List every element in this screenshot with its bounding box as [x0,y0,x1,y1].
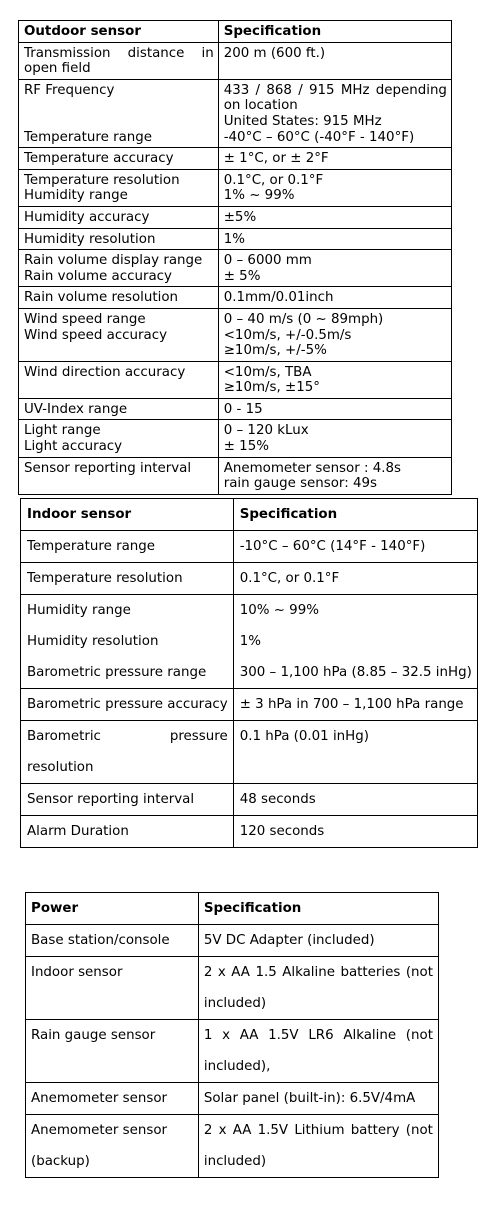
specification-justified-line [204,1020,433,1051]
specification-justified-line [204,957,433,988]
specification-cell [218,228,451,250]
table-row [21,689,478,721]
specification-line: 0 – 120 kLux [223,423,309,439]
specification-line: rain gauge sensor: 49s [223,476,377,492]
parameter-line: Base station/console [31,933,170,948]
table-row [21,563,478,595]
parameter-line: Humidity range [27,603,131,618]
specification-word: x [217,965,226,980]
specification-line: ± 3 hPa in 700 – 1,100 hPa range [239,697,464,712]
specification-word: AA [239,1028,259,1043]
specification-cell [218,398,451,420]
table-row [26,1083,439,1115]
specification-line: Solar panel (built-in): 6.5V/4mA [203,1091,416,1106]
table-row [21,595,478,689]
parameter-line: Rain gauge sensor [31,1028,156,1043]
table-row [26,957,439,1020]
column-header-item: Power [26,893,199,925]
parameter-line: Indoor sensor [31,965,123,980]
specification-cell [233,689,477,721]
table-row [19,228,452,250]
parameter-line: Rain volume display range [24,253,203,269]
specification-word: x [222,1028,231,1043]
specification-line: on location [223,98,298,114]
parameter-line: Humidity range [24,188,128,204]
specification-cell [233,721,477,784]
specification-word: 1.5V [257,1123,289,1138]
table-row [21,531,478,563]
table-row [19,206,452,228]
parameter-line: Barometric pressure range [27,665,207,680]
parameter-cell [21,531,234,563]
specification-word: batteries [340,965,401,980]
specification-line: United States: 915 MHz [223,113,382,129]
table-header-row [26,893,439,925]
specification-cell [198,1115,438,1178]
power-table [25,892,439,1178]
column-header-specification: Specification [198,893,438,925]
parameter-line: Alarm Duration [27,824,129,839]
specification-line: 0 - 15 [223,401,263,417]
parameter-cell [26,1115,199,1178]
parameter-cell [19,420,219,457]
parameter-cell [19,250,219,287]
specification-word: battery [350,1123,400,1138]
specification-justified-line [224,83,447,99]
table-row [19,420,452,457]
specification-word: x [218,1123,227,1138]
specification-cell [218,169,451,206]
specification-cell [198,1020,438,1083]
parameter-line: Temperature accuracy [24,151,174,167]
table-row [19,79,452,147]
parameter-line: Temperature range [24,129,153,145]
parameter-line [24,380,214,396]
parameter-line: Humidity resolution [27,634,159,649]
specification-word: 868 [266,82,292,98]
specification-line: ±5% [223,209,257,225]
table-row [19,361,452,398]
table-row [19,398,452,420]
parameter-line: (backup) [31,1154,90,1169]
specification-justified-line [204,1115,433,1146]
table-row [19,42,452,79]
specification-line: 10% ~ 99% [239,603,319,618]
column-header-specification: Specification [218,21,451,43]
parameter-cell [19,206,219,228]
specification-line: ± 1°C, or ± 2°F [223,151,329,167]
parameter-line: open field [24,61,91,77]
specification-cell [233,531,477,563]
specification-line: 48 seconds [239,792,316,807]
specification-word: (not [405,965,433,980]
table-row [26,1115,439,1178]
parameter-cell [21,595,234,689]
parameter-line [24,343,214,359]
table-row [19,308,452,361]
specification-cell [218,42,451,79]
specification-word: (not [405,1028,433,1043]
specification-cell [218,206,451,228]
parameter-line: UV-Index range [24,401,128,417]
parameter-cell [26,957,199,1020]
specification-line: -40°C – 60°C (-40°F - 140°F) [223,129,415,145]
table-header-row [19,21,452,43]
parameter-cell [19,42,219,79]
parameter-line: Anemometer sensor [31,1123,168,1138]
parameter-cell [19,287,219,309]
parameter-line [24,114,214,130]
specification-line: ± 5% [223,268,261,284]
specification-cell [218,457,451,494]
specification-word: AA [231,965,250,980]
specification-line: 1% [223,231,245,247]
specification-cell [218,420,451,457]
parameter-cell [19,148,219,170]
specification-line: 5V DC Adapter (included) [203,933,375,948]
specification-word: LR6 [308,1028,334,1043]
parameter-line: Light range [24,423,101,439]
parameter-line: Wind speed range [24,311,146,327]
specification-cell [218,308,451,361]
parameter-line: Temperature range [27,539,156,554]
specification-line: ± 15% [223,439,269,455]
specification-line: 0 – 6000 mm [223,253,312,269]
specification-word: Alkaline [282,965,335,980]
specification-cell [218,361,451,398]
specification-cell [218,250,451,287]
specification-cell [198,1083,438,1115]
specification-cell [218,79,451,147]
specification-cell [233,595,477,689]
specification-line: included) [203,1154,267,1169]
parameter-word: Transmission [24,45,111,61]
parameter-line [24,98,214,114]
specification-word: / [298,82,303,98]
parameter-cell [19,79,219,147]
specification-cell [233,784,477,816]
parameter-word: in [201,45,214,61]
specification-line: 200 m (600 ft.) [223,45,326,61]
specification-line: <10m/s, +/-0.5m/s [223,327,352,343]
specification-line: 300 – 1,100 hPa (8.85 – 32.5 inHg) [239,665,472,680]
indoor-sensor-table [20,498,478,848]
specification-line: ≥10m/s, ±15° [223,380,320,396]
specification-word: 1 [203,1028,213,1043]
parameter-cell [19,398,219,420]
specification-word: 2 [203,1123,213,1138]
table-row [26,1020,439,1083]
parameter-cell [21,563,234,595]
parameter-word: pressure [169,729,228,744]
column-header-item: Outdoor sensor [19,21,219,43]
parameter-line: Rain volume resolution [24,290,179,306]
parameter-cell [21,721,234,784]
parameter-line: Humidity accuracy [24,209,150,225]
specification-cell [218,287,451,309]
specification-cell [198,925,438,957]
parameter-cell [21,784,234,816]
specification-cell [233,816,477,848]
parameter-cell [19,169,219,206]
table-row [21,784,478,816]
table-row [19,457,452,494]
table-row [19,169,452,206]
parameter-line: Light accuracy [24,439,123,455]
specification-line: -10°C – 60°C (14°F - 140°F) [239,539,426,554]
parameter-line: Anemometer sensor [31,1091,168,1106]
specification-line: 120 seconds [239,824,325,839]
parameter-cell [19,228,219,250]
parameter-cell [19,361,219,398]
table-row [19,250,452,287]
table-row [21,721,478,784]
parameter-word: Barometric [27,729,101,744]
specification-cell [218,148,451,170]
specification-word: / [255,82,261,98]
parameter-cell [26,925,199,957]
table-row [21,816,478,848]
specification-word: 2 [203,965,213,980]
parameter-line: Wind speed accuracy [24,327,168,343]
specification-line: Anemometer sensor : 4.8s [223,460,402,476]
specification-line: 0.1 hPa (0.01 inHg) [239,729,369,744]
parameter-word: distance [127,45,185,61]
parameter-line: Temperature resolution [24,172,180,188]
parameter-line: Humidity resolution [24,231,156,247]
parameter-line: Rain volume accuracy [24,268,172,284]
parameter-cell [19,457,219,494]
specification-word: 433 [223,82,250,98]
specification-line: included), [203,1059,271,1074]
table-header-row [21,499,478,531]
specification-word: 915 [308,82,335,98]
specification-word: 1.5 [255,965,277,980]
specification-cell [198,957,438,1020]
parameter-justified-line [27,721,228,752]
specification-word: 1.5V [268,1028,299,1043]
outdoor-sensor-table [18,20,452,495]
specification-line: 0.1mm/0.01inch [223,290,334,306]
specification-line: 0.1°C, or 0.1°F [239,571,340,586]
parameter-justified-line [24,46,214,62]
parameter-cell [21,689,234,721]
parameter-cell [19,308,219,361]
table-row [26,925,439,957]
specification-word: (not [405,1123,433,1138]
column-header-specification: Specification [233,499,477,531]
parameter-line [24,476,214,492]
specification-line: 1% [239,634,261,649]
parameter-line: Temperature resolution [27,571,183,586]
specification-line: 1% ~ 99% [223,188,295,204]
column-header-item: Indoor sensor [21,499,234,531]
specification-line: <10m/s, TBA [223,364,312,380]
specification-word: Lithium [294,1123,345,1138]
specification-word: Alkaline [343,1028,397,1043]
parameter-line: resolution [27,760,94,775]
parameter-line: RF Frequency [24,82,115,98]
specification-line: included) [203,996,267,1011]
specification-word: AA [232,1123,252,1138]
parameter-line: Wind direction accuracy [24,364,186,380]
parameter-line: Sensor reporting interval [27,792,195,807]
specification-word: MHz [340,82,370,98]
specification-cell [233,563,477,595]
parameter-cell [26,1083,199,1115]
specification-line: 0.1°C, or 0.1°F [223,172,324,188]
parameter-cell [26,1020,199,1083]
specification-word: depending [375,82,447,98]
table-row [19,148,452,170]
parameter-line: Sensor reporting interval [24,460,192,476]
specification-line: 0 – 40 m/s (0 ~ 89mph) [223,311,384,327]
table-row [19,287,452,309]
parameter-line: Barometric pressure accuracy [27,697,228,712]
parameter-cell [21,816,234,848]
specification-line: ≥10m/s, +/-5% [223,343,327,359]
